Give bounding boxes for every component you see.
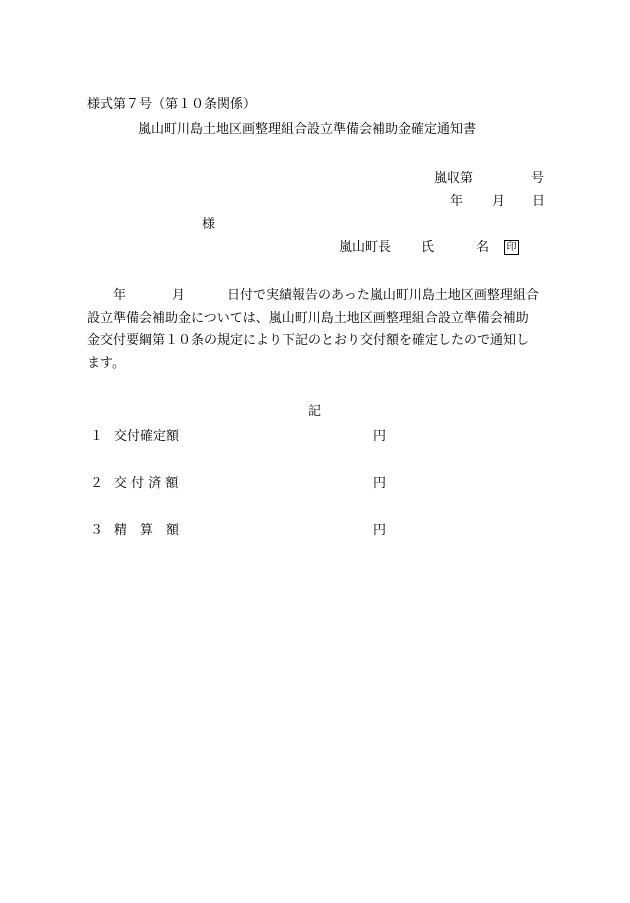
seal-icon: 印 (504, 240, 519, 255)
body-paragraph (87, 285, 565, 375)
body-line-2: 設立準備会補助金については、嵐山町川島土地区画整理組合設立準備会補助 (87, 310, 529, 326)
item-2-number: ２ (90, 476, 104, 491)
date-day-label: 日 (532, 194, 546, 209)
body-month: 月 (172, 288, 186, 303)
date-year-label: 年 (450, 194, 464, 209)
sender-title: 嵐山町長 (339, 240, 392, 255)
seal-mark (504, 240, 519, 256)
sender-name-label-2: 名 (476, 240, 490, 255)
item-1-unit: 円 (373, 429, 387, 444)
item-2-unit: 円 (373, 476, 387, 491)
ki-heading: 記 (308, 404, 322, 419)
item-2-label: 交 付 済 額 (114, 476, 179, 491)
date-month-label: 月 (492, 194, 506, 209)
form-label: 様式第７号（第１０条関係） (87, 97, 257, 112)
item-1-label: 交付確定額 (114, 429, 180, 444)
item-3-number: ３ (90, 523, 104, 538)
reference-prefix: 嵐収第 (434, 171, 474, 186)
body-line-1 (87, 285, 565, 308)
item-3-label: 精 算 額 (114, 523, 180, 538)
reference-suffix: 号 (531, 171, 545, 186)
body-line-3: 金交付要綱第１０条の規定により下記のとおり交付額を確定したので通知し (87, 333, 530, 348)
item-3-unit: 円 (373, 523, 387, 538)
body-line-4: ます。 (87, 355, 125, 371)
body-year: 年 (113, 288, 127, 303)
body-line-1-text: 日付で実績報告のあった嵐山町川島土地区画整理組合 (227, 288, 539, 303)
item-1-number: １ (90, 429, 104, 444)
document-title: 嵐山町川島土地区画整理組合設立準備会補助金確定通知書 (138, 122, 477, 137)
addressee-suffix: 様 (202, 217, 216, 232)
sender-name-label-1: 氏 (421, 240, 435, 255)
